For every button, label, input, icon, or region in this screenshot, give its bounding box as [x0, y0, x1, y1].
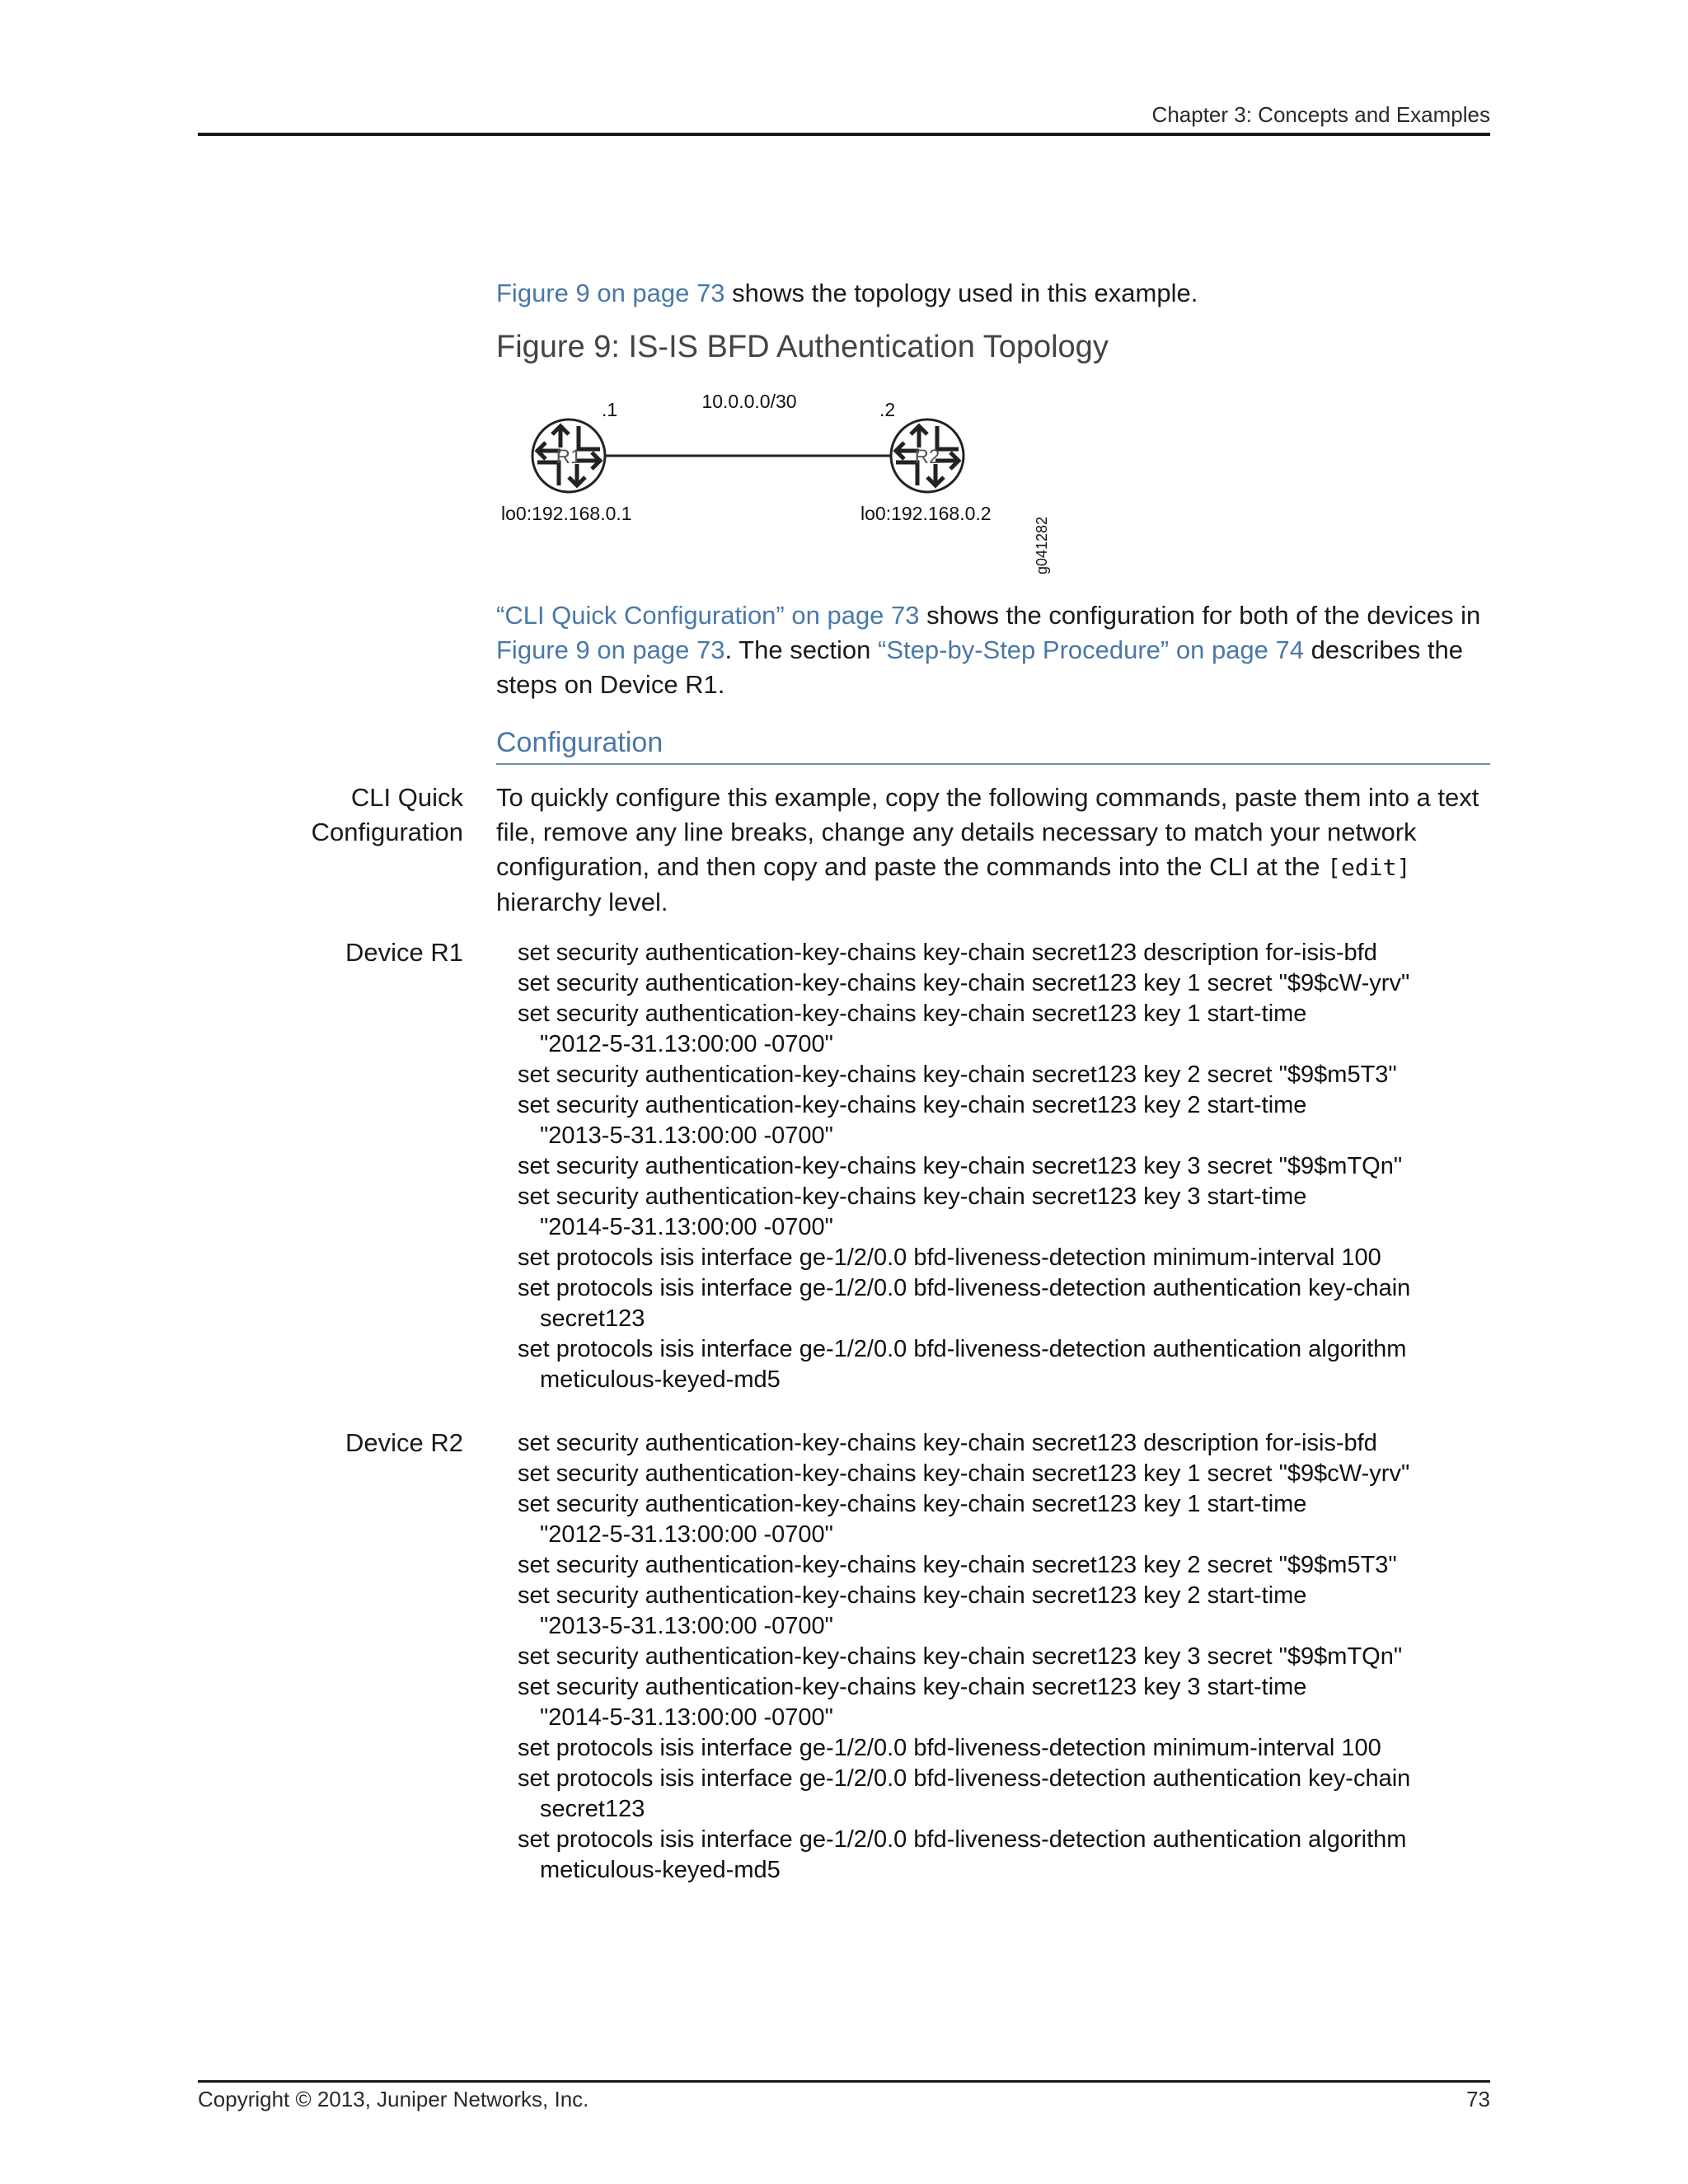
code-line-continuation: meticulous-keyed-md5 — [540, 1366, 781, 1393]
r1-interface-address: .1 — [602, 399, 618, 420]
r2-interface-address: .2 — [879, 399, 896, 420]
figure-9-link-2[interactable]: Figure 9 on page 73 — [496, 635, 725, 664]
code-line-continuation: "2013-5-31.13:00:00 -0700" — [540, 1122, 833, 1149]
code-line: set security authentication-key-chains key-chain secret123 key 3 start-time — [518, 1183, 1307, 1210]
code-line: set security authentication-key-chains key-chain secret123 key 1 secret "$9$cW-yrv" — [518, 970, 1410, 996]
code-line-continuation: secret123 — [540, 1796, 645, 1822]
configuration-instructions: To quickly configure this example, copy the following commands, paste them into a text file, remove any line breaks, change any details necessary to match your network configuration, and then copy and paste the commands into the CLI at the [edit] hierarchy level. — [496, 783, 1479, 916]
figure-9-link[interactable]: Figure 9 on page 73 — [496, 279, 725, 307]
device-r1-code-block — [518, 938, 1410, 1395]
code-line-continuation: "2014-5-31.13:00:00 -0700" — [540, 1704, 833, 1731]
code-line: set security authentication-key-chains key-chain secret123 key 1 start-time — [518, 1001, 1307, 1027]
reference-paragraph: “CLI Quick Configuration” on page 73 shows the configuration for both of the devices in Figure 9 on page 73. The section “Step-by-Step Procedure” on page 74 describes the steps on Device R1. — [496, 601, 1481, 699]
device-r2-code-block — [518, 1428, 1410, 1886]
intro-text: shows the topology used in this example. — [724, 279, 1198, 307]
configuration-heading: Configuration — [496, 727, 663, 758]
code-line: set security authentication-key-chains key-chain secret123 key 2 start-time — [518, 1092, 1307, 1118]
code-line: set security authentication-key-chains key-chain secret123 description for-isis-bfd — [518, 1430, 1377, 1456]
cli-quick-configuration-label: CLI Quick Configuration — [311, 783, 463, 846]
page-number: 73 — [1466, 2087, 1490, 2111]
r1-name: R1 — [556, 446, 582, 468]
code-line: set security authentication-key-chains key-chain secret123 key 2 start-time — [518, 1582, 1307, 1609]
code-line: set security authentication-key-chains key-chain secret123 key 1 start-time — [518, 1491, 1307, 1517]
device-r2-label: Device R2 — [345, 1428, 463, 1457]
running-header: Chapter 3: Concepts and Examples — [1151, 102, 1490, 127]
code-line: set security authentication-key-chains key-chain secret123 key 2 secret "$9$m5T3" — [518, 1552, 1397, 1578]
code-line: set protocols isis interface ge-1/2/0.0 bfd-liveness-detection authentication algorithm — [518, 1826, 1407, 1853]
r2-loopback-label: lo0:192.168.0.2 — [860, 503, 992, 524]
intro-paragraph — [496, 276, 1490, 311]
copyright-text: Copyright © 2013, Juniper Networks, Inc. — [198, 2087, 589, 2111]
device-r1-label: Device R1 — [345, 938, 463, 967]
code-line: set security authentication-key-chains key-chain secret123 key 3 secret "$9$mTQn" — [518, 1153, 1403, 1179]
code-line-continuation: "2012-5-31.13:00:00 -0700" — [540, 1031, 833, 1057]
code-line: set protocols isis interface ge-1/2/0.0 bfd-liveness-detection authentication key-chain — [518, 1765, 1411, 1792]
code-line-continuation: "2014-5-31.13:00:00 -0700" — [540, 1214, 833, 1240]
code-line: set security authentication-key-chains key-chain secret123 key 3 start-time — [518, 1674, 1307, 1700]
figure-title: Figure 9: IS-IS BFD Authentication Topology — [496, 330, 1109, 364]
code-line-continuation: meticulous-keyed-md5 — [540, 1857, 781, 1883]
step-by-step-link[interactable]: “Step-by-Step Procedure” on page 74 — [878, 635, 1305, 664]
configuration-heading-rule — [496, 763, 1490, 765]
r2-name: R2 — [914, 446, 940, 468]
code-line: set security authentication-key-chains key-chain secret123 description for-isis-bfd — [518, 940, 1377, 966]
code-line: set security authentication-key-chains key-chain secret123 key 3 secret "$9$mTQn" — [518, 1643, 1403, 1670]
edit-hierarchy-code: [edit] — [1327, 854, 1411, 881]
code-line: set protocols isis interface ge-1/2/0.0 bfd-liveness-detection minimum-interval 100 — [518, 1244, 1381, 1271]
header-rule — [198, 133, 1490, 136]
code-line: set security authentication-key-chains key-chain secret123 key 2 secret "$9$m5T3" — [518, 1062, 1397, 1088]
code-line-continuation: "2013-5-31.13:00:00 -0700" — [540, 1613, 833, 1639]
code-line: set protocols isis interface ge-1/2/0.0 bfd-liveness-detection minimum-interval 100 — [518, 1735, 1381, 1761]
code-line: set protocols isis interface ge-1/2/0.0 bfd-liveness-detection authentication key-chain — [518, 1275, 1411, 1301]
code-line-continuation: secret123 — [540, 1305, 645, 1332]
code-line: set security authentication-key-chains key-chain secret123 key 1 secret "$9$cW-yrv" — [518, 1460, 1410, 1487]
topology-diagram — [495, 381, 1088, 587]
footer-rule — [198, 2080, 1490, 2083]
code-line-continuation: "2012-5-31.13:00:00 -0700" — [540, 1521, 833, 1548]
cli-quick-config-link[interactable]: “CLI Quick Configuration” on page 73 — [496, 601, 920, 630]
network-label: 10.0.0.0/30 — [701, 391, 797, 412]
code-line: set protocols isis interface ge-1/2/0.0 bfd-liveness-detection authentication algorithm — [518, 1336, 1407, 1362]
figure-code: g041282 — [1034, 516, 1050, 574]
r1-loopback-label: lo0:192.168.0.1 — [501, 503, 632, 524]
